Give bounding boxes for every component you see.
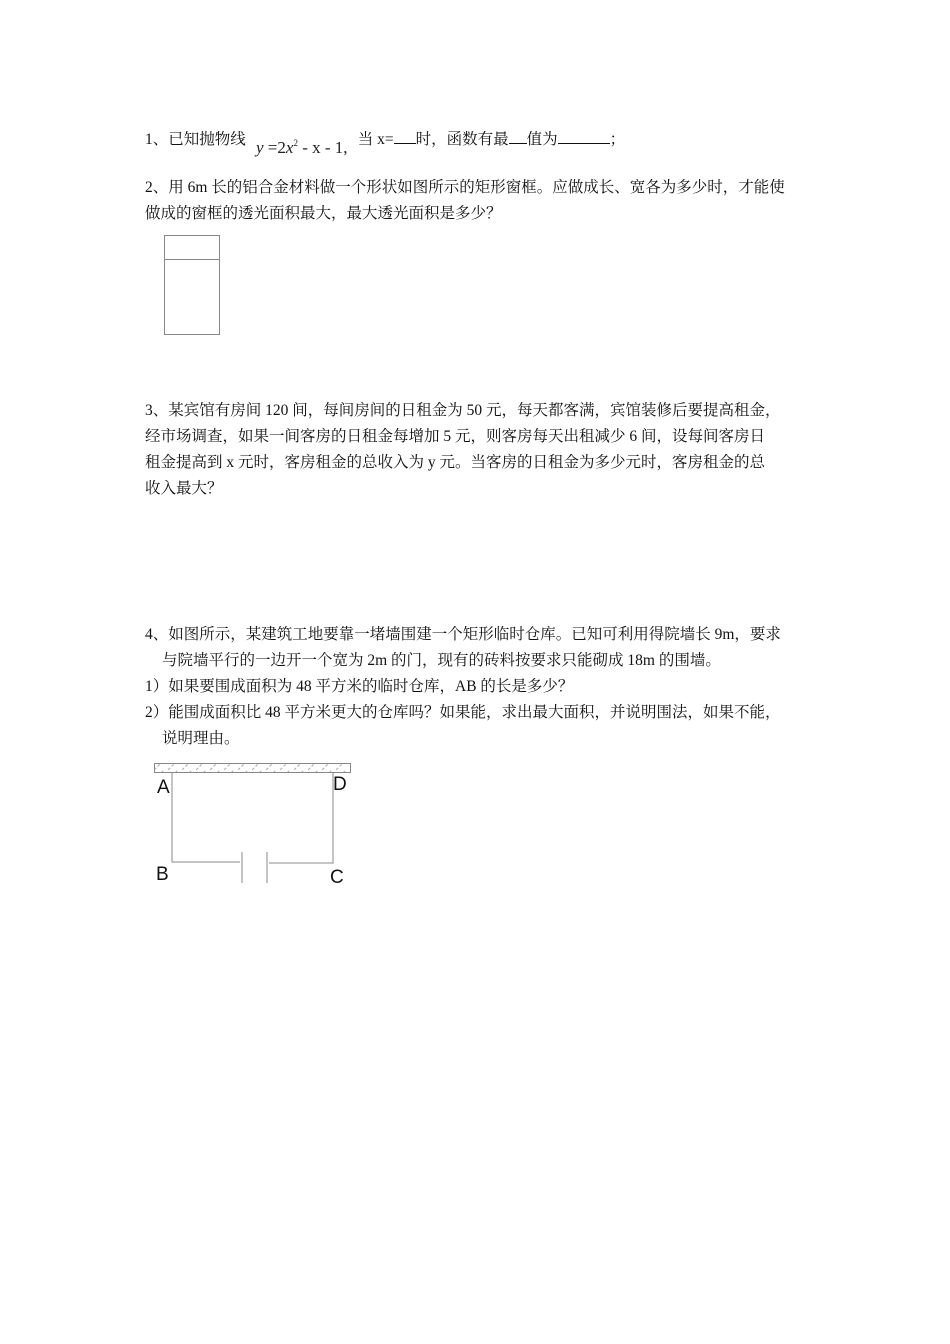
label-d: D bbox=[333, 774, 347, 795]
label-c: C bbox=[330, 867, 344, 888]
q1-mid2: 时，函数有最 bbox=[415, 131, 509, 148]
question-2-line-1: 2、用 6m 长的铝合金材料做一个形状如图所示的矩形窗框。应做成长、宽各为多少时，才能使 bbox=[145, 179, 785, 196]
q1-formula: $y =2x^2 - x - 1$, bbox=[256, 138, 348, 157]
window-frame-figure bbox=[165, 236, 220, 335]
label-a: A bbox=[157, 777, 170, 798]
question-3-line-2: 经市场调查，如果一间客房的日租金每增加 5 元，则客房每天出租减少 6 间，设每间客房日 bbox=[145, 428, 766, 445]
q1-mid3: 值为 bbox=[526, 131, 558, 148]
question-4-sub-2-line-1: 2）能围成面积比 48 平方米更大的仓库吗？如果能，求出最大面积，并说明围法，如果不能， bbox=[145, 704, 781, 721]
question-4-sub-1: 1）如果要围成面积为 48 平方米的临时仓库，AB 的长是多少？ bbox=[145, 678, 574, 695]
q1-mid1: 当 x= bbox=[357, 131, 394, 148]
fence-left-and-bottom bbox=[172, 773, 240, 862]
q1-prefix: 1、已知抛物线 bbox=[145, 131, 246, 148]
question-4-sub-2-line-2: 说明理由。 bbox=[162, 730, 240, 747]
window-frame-outer bbox=[165, 236, 220, 335]
question-4-line-1: 4、如图所示，某建筑工地要靠一堵墙围建一个矩形临时仓库。已知可利用得院墙长 9m，要求 bbox=[145, 626, 781, 643]
question-3-line-3: 租金提高到 x 元时，客房租金的总收入为 y 元。当客房的日租金为多少元时，客房租金的总 bbox=[145, 454, 766, 471]
question-3-line-1: 3、某宾馆有房间 120 间，每间房间的日租金为 50 元，每天都客满，宾馆装修后要提高租金， bbox=[145, 402, 781, 419]
fence-right-and-bottom bbox=[269, 773, 333, 863]
question-3-line-4: 收入最大？ bbox=[145, 480, 223, 497]
courtyard-wall bbox=[155, 764, 351, 773]
warehouse-figure bbox=[155, 764, 351, 889]
question-4-line-2: 与院墙平行的一边开一个宽为 2m 的门，现有的砖料按要求只能砌成 18m 的围墙。 bbox=[162, 652, 721, 669]
label-b: B bbox=[156, 864, 169, 885]
q1-end: ； bbox=[609, 131, 626, 148]
question-2-line-2: 做成的窗框的透光面积最大，最大透光面积是多少？ bbox=[145, 205, 502, 222]
